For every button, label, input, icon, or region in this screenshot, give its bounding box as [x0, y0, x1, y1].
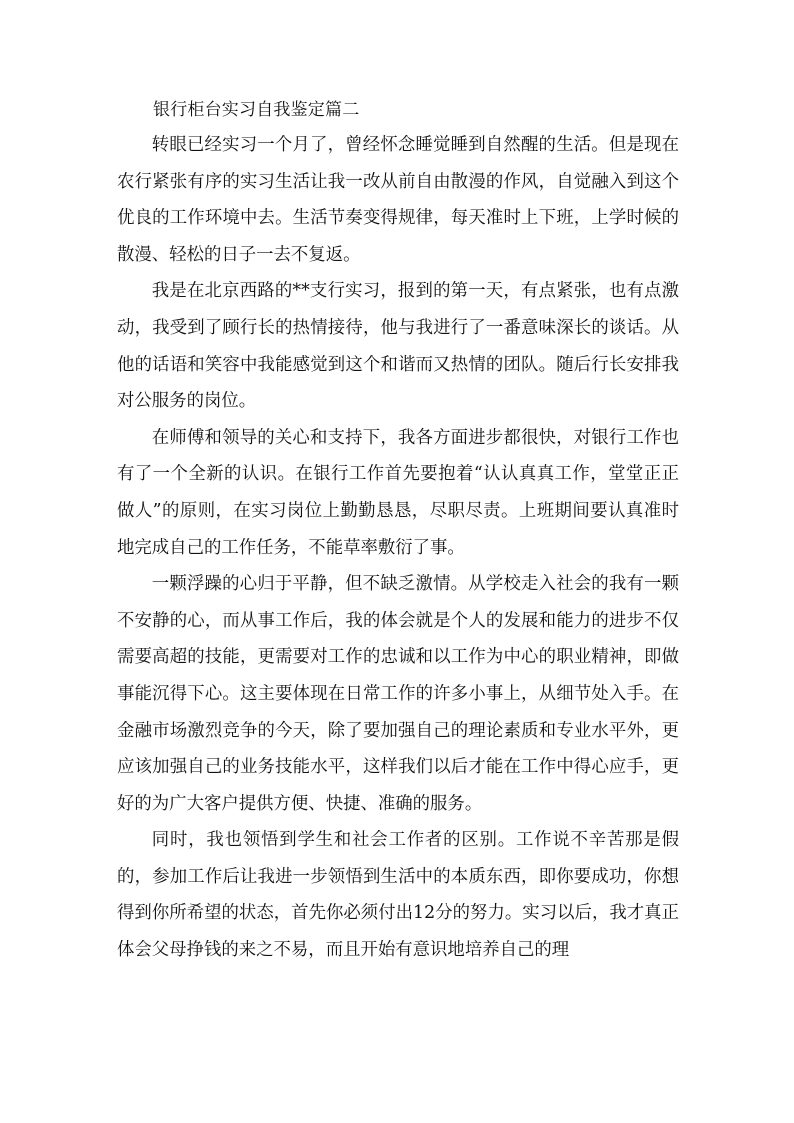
paragraph-4: 一颗浮躁的心归于平静，但不缺乏激情。从学校走入社会的我有一颗不安静的心，而从事工作后，我的体会就是个人的发展和能力的进步不仅需要高超的技能，更需要对工作的忠诚和以工作为中心的职业精神，即做事能沉得下心。这主要体现在日常工作的许多小事上，从细节处入手。在金融市场激烈竞争的今天，除了要加强自己的理论素质和专业水平外，更应该加强自己的业务技能水平，这样我们以后才能在工作中得心应手，更好的为广大客户提供方便、快捷、准确的服务。 [117, 574, 679, 814]
paragraph-1: 转眼已经实习一个月了，曾经怀念睡觉睡到自然醒的生活。但是现在农行紧张有序的实习生活让我一改从前自由散漫的作风，自觉融入到这个优良的工作环境中去。生活节奏变得规律，每天准时上下班，上学时候的散漫、轻松的日子一去不复返。 [117, 135, 679, 265]
paragraph-3: 在师傅和领导的关心和支持下，我各方面进步都很快，对银行工作也有了一个全新的认识。在银行工作首先要抱着“认认真真工作，堂堂正正做人”的原则，在实习岗位上勤勤恳恳，尽职尽责。上班期间要认真准时地完成自己的工作任务，不能草率敷衍了事。 [117, 427, 679, 558]
paragraph-2: 我是在北京西路的**支行实习，报到的第一天，有点紧张，也有点激动，我受到了顾行长的热情接待，他与我进行了一番意味深长的谈话。从他的话语和笑容中我能感觉到这个和谐而又热情的团队。随后行长安排我对公服务的岗位。 [117, 281, 679, 412]
document-body [117, 93, 679, 968]
document-title: 银行柜台实习自我鉴定篇二 [153, 100, 360, 120]
paragraph-5: 同时，我也领悟到学生和社会工作者的区别。工作说不辛苦那是假的，参加工作后让我进一步领悟到生活中的本质东西，即你要成功，你想得到你所希望的状态，首先你必须付出12分的努力。实习以后，我才真正体会父母挣钱的来之不易，而且开始有意识地培养自己的理 [117, 830, 679, 961]
